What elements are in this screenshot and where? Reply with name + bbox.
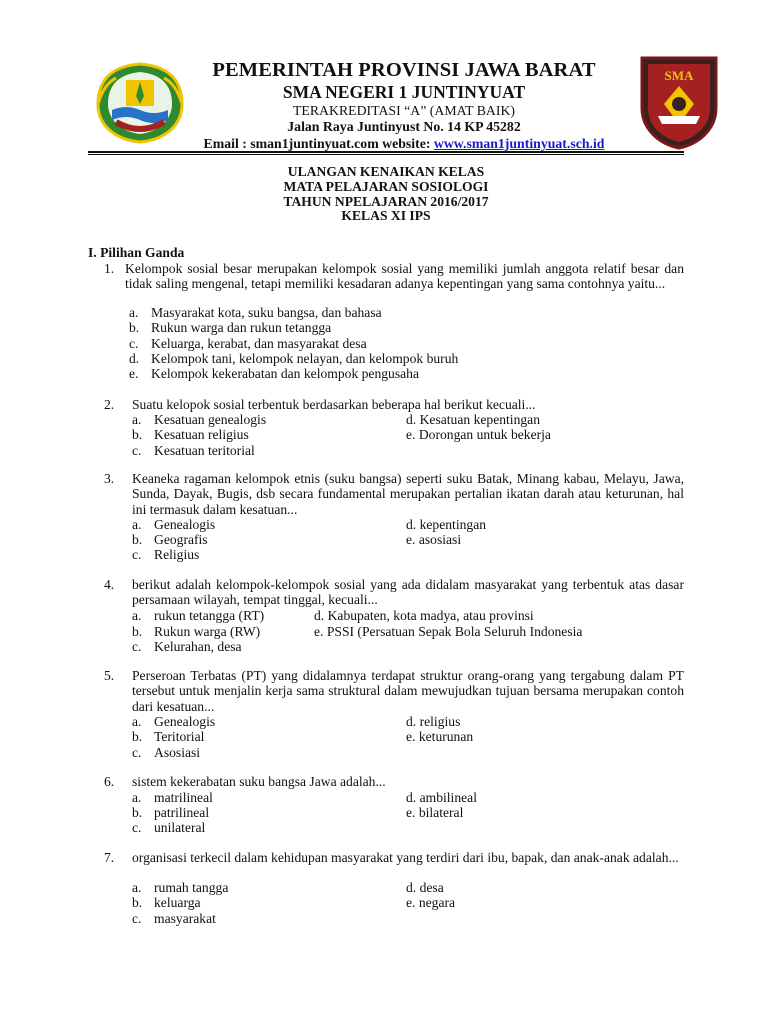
question-5 <box>104 668 684 714</box>
accreditation: TERAKREDITASI “A” (AMAT BAIK) <box>292 103 516 118</box>
option-a: a. Genealogis <box>132 714 216 729</box>
question-number: 3. <box>104 471 115 486</box>
letterhead-rule-thin <box>88 154 684 155</box>
option-c: c. Religius <box>132 547 200 562</box>
option-a: a. rumah tangga <box>132 880 229 895</box>
exam-subject: MATA PELAJARAN SOSIOLOGI <box>283 178 489 194</box>
section-heading: I. Pilihan Ganda <box>88 245 185 260</box>
question-text: sistem kekerabatan suku bangsa Jawa adalah... <box>132 774 386 789</box>
option-e: e. asosiasi <box>406 532 462 547</box>
school-name: SMA NEGERI 1 JUNTINYUAT <box>282 82 526 102</box>
option-b: b. patrilineal <box>132 805 210 820</box>
sma-logo-text: SMA <box>664 68 694 83</box>
question-7 <box>104 850 684 865</box>
option-b: b. Rukun warga dan rukun tetangga <box>129 320 332 335</box>
question-text: organisasi terkecil dalam kehidupan masyarakat yang terdiri dari ibu, bapak, dan anak-anak adalah... <box>132 850 679 865</box>
option-e: e. PSSI (Persatuan Sepak Bola Seluruh Indonesia <box>314 624 583 639</box>
question-4 <box>104 577 684 608</box>
question-text: Perseroan Terbatas (PT) yang didalamnya terdapat struktur orang-orang yang tergabung dalam PT tersebut untuk menjalin kerja sama struktural dalam mewujudkan tujuan bersama merupakan contoh dari kesatuan... <box>132 668 684 714</box>
question-1 <box>104 261 684 292</box>
option-c: c. masyarakat <box>132 911 216 926</box>
option-d: d. ambilineal <box>406 790 477 805</box>
email-label: Email : sman1juntinyuat.com website: <box>203 136 434 151</box>
letterhead <box>170 58 638 152</box>
option-b: b. Kesatuan religius <box>132 427 249 442</box>
option-d: d. Kelompok tani, kelompok nelayan, dan kelompok buruh <box>129 351 459 366</box>
option-d: d. kepentingan <box>406 517 487 532</box>
option-e: e. keturunan <box>406 729 474 744</box>
option-b: b. Teritorial <box>132 729 205 744</box>
option-e: e. Kelompok kekerabatan dan kelompok pengusaha <box>129 366 420 381</box>
question-text: Kelompok sosial besar merupakan kelompok sosial yang memiliki jumlah anggota relatif besar dan tidak saling mengenal, tetapi memiliki kesadaran adanya kepentingan yang sama contohnya yaitu... <box>125 261 684 292</box>
exam-year: TAHUN NPELAJARAN 2016/2017 <box>283 193 489 209</box>
option-d: d. religius <box>406 714 461 729</box>
letterhead-rule-thick <box>88 151 684 153</box>
government-name: PEMERINTAH PROVINSI JAWA BARAT <box>212 59 596 81</box>
question-number: 1. <box>104 261 115 276</box>
exam-titles <box>88 165 684 224</box>
question-text: berikut adalah kelompok-kelompok sosial yang ada didalam masyarakat yang terbentuk atas dasar persamaan wilayah, tempat tinggal, kecuali... <box>132 577 684 608</box>
option-c: c. Asosiasi <box>132 745 201 760</box>
question-number: 6. <box>104 774 115 789</box>
question-3 <box>104 471 684 517</box>
option-a: a. matrilineal <box>132 790 213 805</box>
question-number: 7. <box>104 850 115 865</box>
option-e: e. bilateral <box>406 805 464 820</box>
question-number: 2. <box>104 397 115 412</box>
option-a: a. Kesatuan genealogis <box>132 412 267 427</box>
question-2 <box>104 397 684 412</box>
option-d: d. desa <box>406 880 444 895</box>
website-link[interactable]: www.sman1juntinyuat.sch.id <box>433 136 605 151</box>
question-text: Suatu kelopok sosial terbentuk berdasarkan beberapa hal berikut kecuali... <box>132 397 536 412</box>
option-c: c. Kelurahan, desa <box>132 639 242 654</box>
option-a: a. Masyarakat kota, suku bangsa, dan bahasa <box>129 305 382 320</box>
option-c: c. Kesatuan teritorial <box>132 443 255 458</box>
exam-class: KELAS XI IPS <box>341 208 431 224</box>
option-b: b. Geografis <box>132 532 208 547</box>
option-c: c. Keluarga, kerabat, dan masyarakat desa <box>129 336 367 351</box>
option-e: e. negara <box>406 895 456 910</box>
option-b: b. Rukun warga (RW) <box>132 624 261 639</box>
question-text: Keaneka ragaman kelompok etnis (suku bangsa) seperti suku Batak, Minang kabau, Melayu, Jawa, Sunda, Dayak, Bugis, dsb secara fundamental merupakan pertalian ikatan darah atau keturunan, hal ini termasuk dalam kesatuan... <box>132 471 684 517</box>
contact-line <box>170 135 638 152</box>
option-d: d. Kabupaten, kota madya, atau provinsi <box>314 608 534 623</box>
option-d: d. Kesatuan kepentingan <box>406 412 541 427</box>
option-a: a. rukun tetangga (RT) <box>132 608 265 623</box>
sma-shield-logo <box>636 54 722 150</box>
question-number: 4. <box>104 577 115 592</box>
option-e: e. Dorongan untuk bekerja <box>406 427 551 442</box>
option-c: c. unilateral <box>132 820 206 835</box>
exam-title: ULANGAN KENAIKAN KELAS <box>287 164 485 179</box>
school-address: Jalan Raya Juntinyust No. 14 KP 45282 <box>287 119 521 134</box>
option-b: b. keluarga <box>132 895 201 910</box>
question-number: 5. <box>104 668 115 683</box>
option-a: a. Genealogis <box>132 517 216 532</box>
question-6 <box>104 774 684 789</box>
